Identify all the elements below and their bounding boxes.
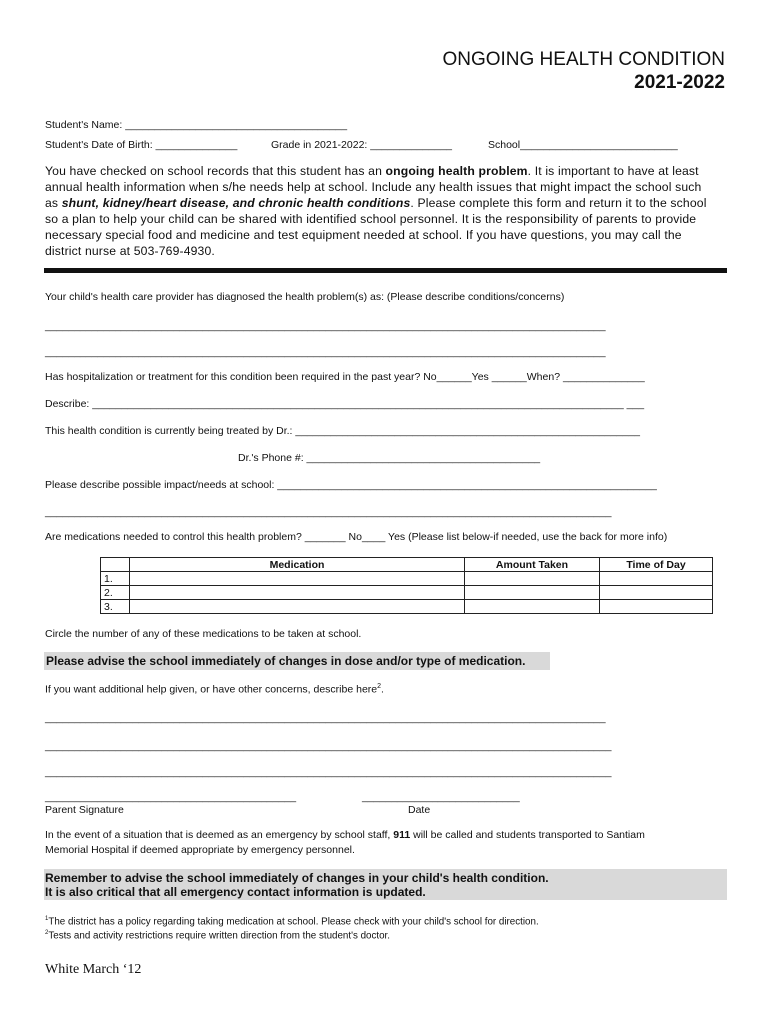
impact-question[interactable]: Please describe possible impact/needs at school: _________________________________________________________________	[45, 479, 657, 491]
medication-header: Medication	[130, 558, 465, 572]
impact-answer-line[interactable]: _________________________________________________________________________________________________	[45, 506, 612, 518]
amount-cell[interactable]	[465, 586, 600, 600]
date-label: Date	[408, 804, 431, 816]
section-divider	[44, 268, 727, 273]
intro-paragraph: You have checked on school records that this student has an ongoing health problem. It is important to have at least annual health information when s/he needs help at school. Include any health issues that might impact the school such as shunt, kidney/heart disease, and chronic health conditions. Please complete this form and return it to the school so a plan to help your child can be shared with identified school personnel. It is the responsibility of parents to provide necessary special food and medicine and test equipment needed at school. If you have questions, you may call the district nurse at 503-769-4930.	[45, 164, 707, 258]
additional-help-line[interactable]: ________________________________________________________________________________________________	[45, 712, 606, 724]
medications-question[interactable]: Are medications needed to control this health problem? _______ No____ Yes (Please list below-if needed, use the back for more info)	[45, 531, 668, 543]
parent-signature-line[interactable]: ___________________________________________	[45, 791, 297, 803]
footnote-1: $^1$The district has a policy regarding taking medication at school. Please check with your child's school for direction.	[45, 916, 539, 928]
school-field[interactable]: School___________________________	[488, 139, 678, 151]
remember-notice-line2: It is also critical that all emergency contact information is updated.	[45, 885, 426, 899]
amount-cell[interactable]	[465, 572, 600, 586]
additional-help-line[interactable]: _________________________________________________________________________________________________	[45, 740, 612, 752]
time-cell[interactable]	[600, 586, 713, 600]
footnote-2: $^2$Tests and activity restrictions require written direction from the student's doctor.	[45, 930, 390, 942]
row-number: 2.	[101, 586, 130, 600]
amount-header: Amount Taken	[465, 558, 600, 572]
doctor-phone-field[interactable]: Dr.'s Phone #: ________________________________________	[238, 452, 541, 464]
student-dob-field[interactable]: Student's Date of Birth: ______________	[45, 139, 238, 151]
medication-cell[interactable]	[130, 586, 465, 600]
date-line[interactable]: ___________________________	[362, 791, 520, 803]
remember-notice-line1: Remember to advise the school immediately of changes in your child's health condition.	[45, 871, 549, 885]
additional-help-line[interactable]: _________________________________________________________________________________________________	[45, 766, 612, 778]
row-number: 1.	[101, 572, 130, 586]
emergency-text-2: Memorial Hospital if deemed appropriate by emergency personnel.	[45, 844, 355, 856]
additional-help-prompt: If you want additional help given, or have other concerns, describe here$^2$.	[45, 683, 384, 696]
time-cell[interactable]	[600, 600, 713, 614]
hospitalization-question[interactable]: Has hospitalization or treatment for this condition been required in the past year? No______Yes ______When? ______________	[45, 371, 645, 383]
parent-signature-label: Parent Signature	[45, 804, 124, 816]
row-number-header	[101, 558, 130, 572]
diagnosed-answer-line[interactable]: ________________________________________________________________________________________________	[45, 346, 606, 358]
row-number: 3.	[101, 600, 130, 614]
advise-notice: Please advise the school immediately of changes in dose and/or type of medication.	[46, 654, 526, 668]
form-title: ONGOING HEALTH CONDITION	[442, 49, 725, 70]
table-header-row	[101, 558, 713, 572]
medication-cell[interactable]	[130, 600, 465, 614]
table-row	[101, 586, 713, 600]
table-row	[101, 572, 713, 586]
amount-cell[interactable]	[465, 600, 600, 614]
diagnosed-answer-line[interactable]: ________________________________________________________________________________________________	[45, 320, 606, 332]
describe-field[interactable]: Describe: ___________________________________________________________________________________________ ___	[45, 398, 645, 410]
treating-doctor-field[interactable]: This health condition is currently being treated by Dr.: ___________________________________________________________	[45, 425, 640, 437]
student-name-field[interactable]: Student's Name: ______________________________________	[45, 119, 348, 131]
time-cell[interactable]	[600, 572, 713, 586]
medication-cell[interactable]	[130, 572, 465, 586]
grade-field[interactable]: Grade in 2021-2022: ______________	[271, 139, 452, 151]
medication-table	[100, 557, 713, 614]
footer-version: White March ‘12	[45, 962, 142, 977]
emergency-text: In the event of a situation that is deemed as an emergency by school staff, 911 will be called and students transported to Santiam	[45, 829, 645, 841]
table-row	[101, 600, 713, 614]
time-header: Time of Day	[600, 558, 713, 572]
form-year: 2021-2022	[634, 72, 725, 93]
diagnosed-question: Your child's health care provider has diagnosed the health problem(s) as: (Please describe conditions/concerns)	[45, 291, 565, 303]
circle-instruction: Circle the number of any of these medications to be taken at school.	[45, 628, 362, 640]
